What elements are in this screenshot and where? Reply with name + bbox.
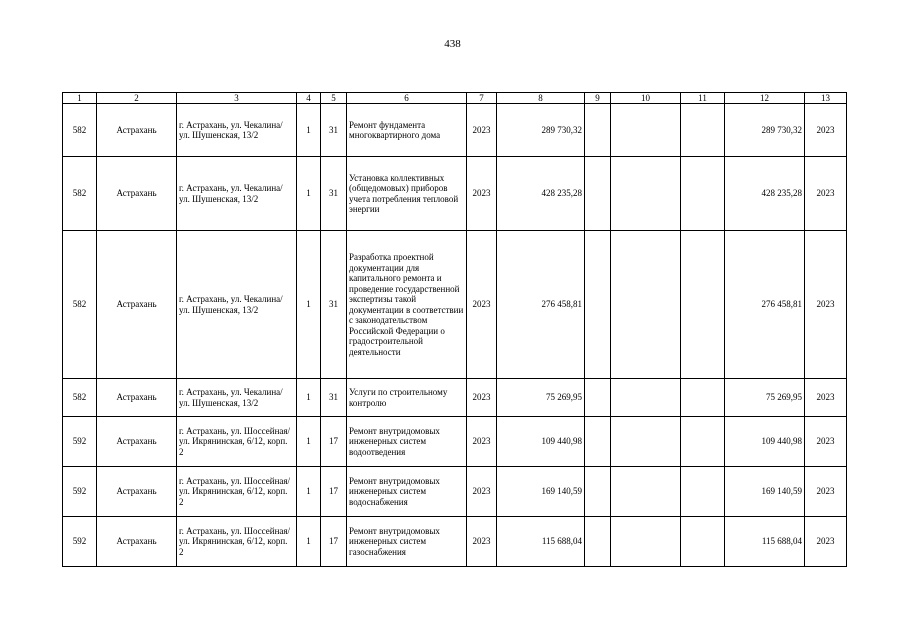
year-cell: 2023 [467,231,497,379]
header-cell: 7 [467,93,497,104]
col9-cell [585,467,611,517]
col9-cell [585,157,611,231]
total-cell: 276 458,81 [725,231,805,379]
work-type-cell: Ремонт внутридомовых инженерных систем водоснабжения [347,467,467,517]
municipality-cell: Астрахань [97,417,177,467]
year-end-cell: 2023 [805,417,847,467]
year-cell: 2023 [467,417,497,467]
header-cell: 6 [347,93,467,104]
col4-cell: 1 [297,379,321,417]
work-type-cell: Ремонт фундамента многоквартирного дома [347,104,467,157]
house-number-cell: 582 [63,157,97,231]
col10-cell [611,379,681,417]
table-row [63,157,847,231]
cost-cell: 276 458,81 [497,231,585,379]
total-cell: 289 730,32 [725,104,805,157]
total-cell: 75 269,95 [725,379,805,417]
col4-cell: 1 [297,517,321,567]
col10-cell [611,157,681,231]
header-cell: 5 [321,93,347,104]
work-type-cell: Разработка проектной документации для капитального ремонта и проведение государственной экспертизы такой документации в соответствии с законодательством Российской Федерации о градостроительной деятельности [347,231,467,379]
address-cell: г. Астрахань, ул. Шоссейная/ ул. Икрянинская, 6/12, корп. 2 [177,467,297,517]
address-cell: г. Астрахань, ул. Чекалина/ ул. Шушенская, 13/2 [177,379,297,417]
house-number-cell: 582 [63,104,97,157]
address-cell: г. Астрахань, ул. Чекалина/ ул. Шушенская, 13/2 [177,231,297,379]
col10-cell [611,231,681,379]
table-row [63,467,847,517]
cost-cell: 169 140,59 [497,467,585,517]
municipality-cell: Астрахань [97,231,177,379]
col9-cell [585,517,611,567]
year-cell: 2023 [467,379,497,417]
col10-cell [611,467,681,517]
address-cell: г. Астрахань, ул. Шоссейная/ ул. Икрянинская, 6/12, корп. 2 [177,517,297,567]
house-number-cell: 592 [63,517,97,567]
total-cell: 428 235,28 [725,157,805,231]
header-row [63,93,847,104]
col5-cell: 31 [321,104,347,157]
header-cell: 13 [805,93,847,104]
cost-cell: 115 688,04 [497,517,585,567]
page-number: 438 [444,38,461,50]
municipality-cell: Астрахань [97,467,177,517]
col5-cell: 31 [321,231,347,379]
header-cell: 9 [585,93,611,104]
year-end-cell: 2023 [805,157,847,231]
year-cell: 2023 [467,467,497,517]
header-cell: 10 [611,93,681,104]
cost-cell: 289 730,32 [497,104,585,157]
col5-cell: 17 [321,417,347,467]
house-number-cell: 592 [63,417,97,467]
capital-repair-table [62,92,847,567]
year-cell: 2023 [467,157,497,231]
total-cell: 169 140,59 [725,467,805,517]
header-cell: 11 [681,93,725,104]
header-cell: 3 [177,93,297,104]
municipality-cell: Астрахань [97,157,177,231]
col5-cell: 31 [321,379,347,417]
total-cell: 115 688,04 [725,517,805,567]
col11-cell [681,417,725,467]
col9-cell [585,379,611,417]
table-row [63,379,847,417]
col5-cell: 31 [321,157,347,231]
municipality-cell: Астрахань [97,104,177,157]
col9-cell [585,231,611,379]
work-type-cell: Ремонт внутридомовых инженерных систем водоотведения [347,417,467,467]
total-cell: 109 440,98 [725,417,805,467]
house-number-cell: 582 [63,231,97,379]
col9-cell [585,104,611,157]
municipality-cell: Астрахань [97,517,177,567]
work-type-cell: Услуги по строительному контролю [347,379,467,417]
year-end-cell: 2023 [805,104,847,157]
col11-cell [681,231,725,379]
cost-cell: 109 440,98 [497,417,585,467]
work-type-cell: Ремонт внутридомовых инженерных систем газоснабжения [347,517,467,567]
col4-cell: 1 [297,157,321,231]
year-end-cell: 2023 [805,517,847,567]
col4-cell: 1 [297,467,321,517]
col10-cell [611,417,681,467]
cost-cell: 428 235,28 [497,157,585,231]
col11-cell [681,517,725,567]
year-cell: 2023 [467,517,497,567]
col10-cell [611,104,681,157]
address-cell: г. Астрахань, ул. Чекалина/ ул. Шушенская, 13/2 [177,157,297,231]
header-cell: 4 [297,93,321,104]
table-row [63,517,847,567]
year-cell: 2023 [467,104,497,157]
header-cell: 12 [725,93,805,104]
header-cell: 8 [497,93,585,104]
house-number-cell: 592 [63,467,97,517]
col11-cell [681,157,725,231]
col4-cell: 1 [297,104,321,157]
house-number-cell: 582 [63,379,97,417]
col9-cell [585,417,611,467]
col11-cell [681,379,725,417]
col5-cell: 17 [321,467,347,517]
col4-cell: 1 [297,417,321,467]
year-end-cell: 2023 [805,231,847,379]
address-cell: г. Астрахань, ул. Шоссейная/ ул. Икрянинская, 6/12, корп. 2 [177,417,297,467]
header-cell: 1 [63,93,97,104]
year-end-cell: 2023 [805,379,847,417]
col4-cell: 1 [297,231,321,379]
work-type-cell: Установка коллективных (общедомовых) приборов учета потребления тепловой энергии [347,157,467,231]
header-cell: 2 [97,93,177,104]
col5-cell: 17 [321,517,347,567]
col11-cell [681,467,725,517]
col10-cell [611,517,681,567]
cost-cell: 75 269,95 [497,379,585,417]
municipality-cell: Астрахань [97,379,177,417]
table-row [63,231,847,379]
col11-cell [681,104,725,157]
table-row [63,104,847,157]
table-row [63,417,847,467]
address-cell: г. Астрахань, ул. Чекалина/ ул. Шушенская, 13/2 [177,104,297,157]
year-end-cell: 2023 [805,467,847,517]
